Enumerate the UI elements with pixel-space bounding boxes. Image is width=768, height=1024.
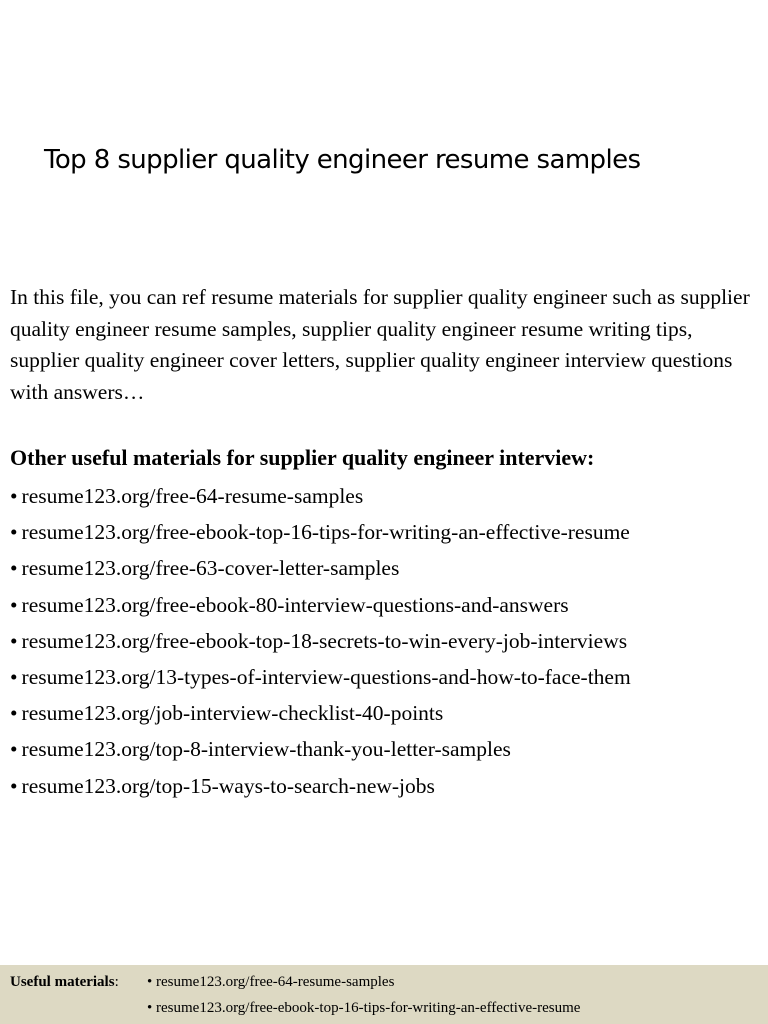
footer-item	[147, 998, 580, 1018]
footer-link[interactable]: resume123.org/free-ebook-top-16-tips-for-writing-an-effective-resume	[156, 1000, 581, 1016]
list-item	[10, 514, 631, 550]
list-item	[10, 623, 631, 659]
list-item	[10, 478, 631, 514]
footer-item	[147, 972, 394, 992]
bullet-icon: •	[147, 1000, 153, 1016]
material-link[interactable]: resume123.org/top-15-ways-to-search-new-jobs	[21, 773, 435, 798]
footer-label-wrap	[10, 972, 119, 992]
footer-separator: :	[114, 974, 119, 990]
other-materials-heading: Other useful materials for supplier quality engineer interview:	[10, 445, 595, 470]
material-link[interactable]: resume123.org/free-63-cover-letter-samples	[21, 556, 400, 581]
list-item	[10, 731, 631, 767]
material-link[interactable]: resume123.org/top-8-interview-thank-you-letter-samples	[21, 737, 511, 762]
list-item	[10, 768, 631, 804]
footer-bar	[0, 965, 768, 1024]
bullet-icon: •	[10, 664, 18, 689]
bullet-icon: •	[10, 520, 18, 545]
bullet-icon: •	[10, 773, 18, 798]
bullet-icon: •	[10, 484, 18, 508]
materials-link-list	[10, 478, 631, 804]
material-link[interactable]: resume123.org/13-types-of-interview-questions-and-how-to-face-them	[21, 664, 631, 689]
material-link[interactable]: resume123.org/job-interview-checklist-40-points	[21, 701, 444, 726]
list-item	[10, 550, 631, 586]
bullet-icon: •	[10, 628, 18, 653]
material-link[interactable]: resume123.org/free-64-resume-samples	[21, 484, 364, 508]
material-link[interactable]: resume123.org/free-ebook-top-16-tips-for-writing-an-effective-resume	[21, 520, 630, 545]
bullet-icon: •	[10, 592, 18, 617]
list-item	[10, 659, 631, 695]
bullet-icon: •	[10, 737, 18, 762]
material-link[interactable]: resume123.org/free-ebook-80-interview-questions-and-answers	[21, 592, 569, 617]
bullet-icon: •	[10, 701, 18, 726]
list-item	[10, 587, 631, 623]
bullet-icon: •	[147, 974, 153, 990]
footer-link[interactable]: resume123.org/free-64-resume-samples	[156, 974, 395, 990]
footer-label: Useful materials	[10, 974, 115, 990]
intro-paragraph: In this file, you can ref resume materials for supplier quality engineer such as supplier quality engineer resume samples, supplier quality engineer resume writing tips, supplier quality engineer cover letters, supplier quality engineer interview questions with answers…	[10, 285, 750, 404]
material-link[interactable]: resume123.org/free-ebook-top-18-secrets-to-win-every-job-interviews	[21, 628, 628, 653]
list-item	[10, 695, 631, 731]
page-title: Top 8 supplier quality engineer resume samples	[44, 145, 641, 175]
bullet-icon: •	[10, 556, 18, 581]
